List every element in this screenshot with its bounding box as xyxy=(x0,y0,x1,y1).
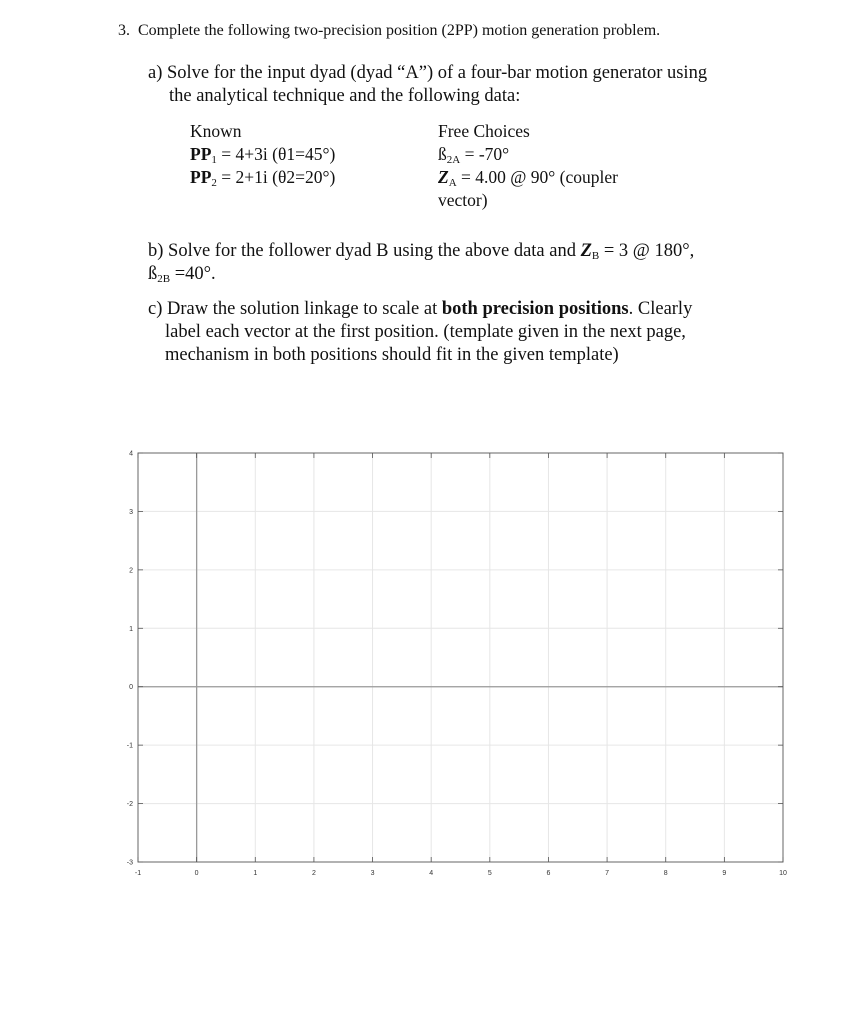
y-tick-label: 4 xyxy=(129,450,133,458)
known-column: Known $PP_1 = 4+3i$ (θ1=45°) $PP_2 = 2+1i$ (θ2=20°) xyxy=(190,121,336,189)
x-tick-label: 5 xyxy=(487,870,492,877)
free-choices-column: Free Choices $ß_{2A} = -70^\circ$ $Z_A = 4.00$ @ 90° (coupler vector) xyxy=(438,121,618,210)
y-tick-label: 2 xyxy=(129,567,133,575)
y-tick-label: 1 xyxy=(129,625,133,633)
y-tick-label: -3 xyxy=(126,859,133,867)
x-tick-label: 6 xyxy=(546,870,551,877)
x-tick-label: -1 xyxy=(134,870,142,877)
x-tick-label: 0 xyxy=(194,870,199,877)
y-tick-label: 0 xyxy=(129,684,133,692)
x-tick-label: 9 xyxy=(722,870,727,877)
part-b: b) Solve for the follower dyad B using the above data and $Z_B = 3$ @ 180°, $ß_{2B} =40^\circ$. xyxy=(148,241,695,285)
part-a: a) Solve for the input dyad (dyad “A”) of a four-bar motion generator using the analytical technique and the following data: xyxy=(148,63,708,106)
x-tick-label: 8 xyxy=(663,870,668,877)
y-tick-label: 3 xyxy=(129,508,133,516)
y-tick-label: -1 xyxy=(126,742,133,750)
x-tick-label: 1 xyxy=(253,870,258,877)
x-tick-label: 3 xyxy=(370,870,375,877)
question-heading: 3. Complete the following two-precision position (2PP) motion generation problem. xyxy=(118,22,661,39)
x-tick-label: 7 xyxy=(605,870,610,877)
part-c: c) Draw the solution linkage to scale at both precision positions. Clearly label each vector at the first position. (template given in the next page, mechanism in both positions should fit in the given template) xyxy=(148,299,693,365)
y-tick-label: -2 xyxy=(126,801,133,809)
x-tick-label: 4 xyxy=(429,870,434,877)
x-tick-label: 2 xyxy=(311,870,316,877)
x-tick-label: 10 xyxy=(779,870,787,877)
plot-frame xyxy=(138,453,783,862)
